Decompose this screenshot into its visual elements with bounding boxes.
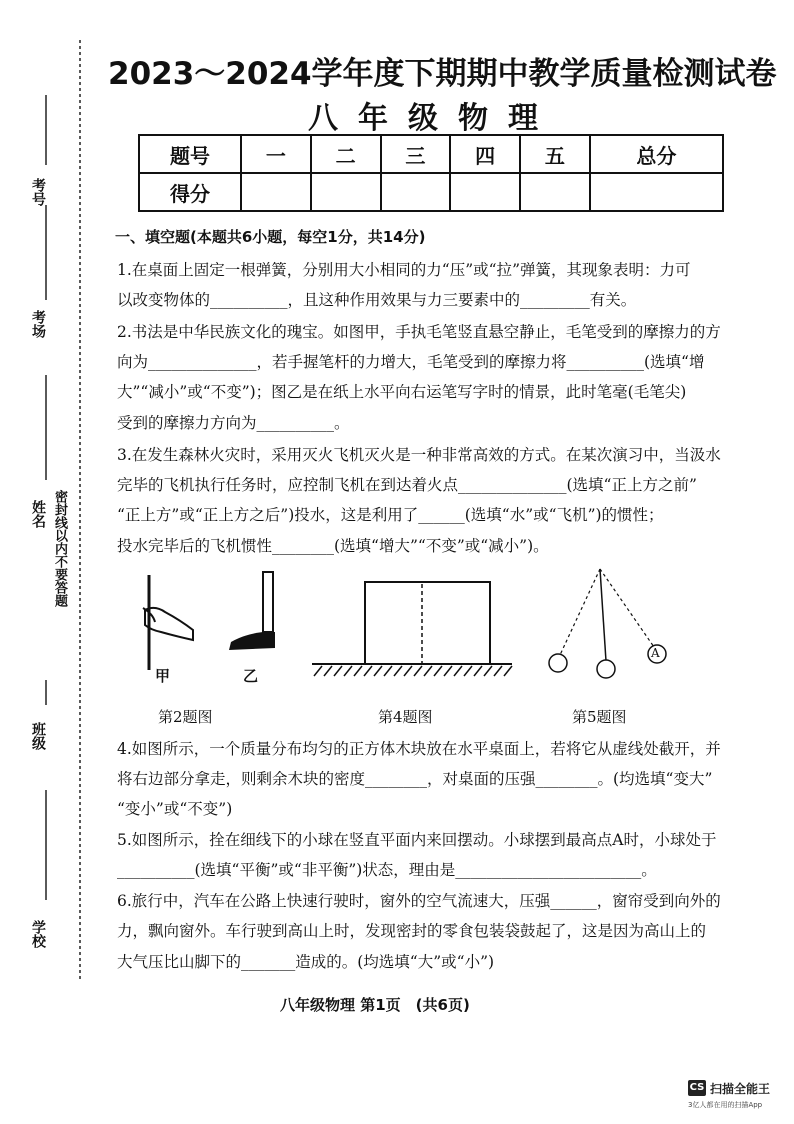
score-cell: 三 [381, 135, 451, 173]
question-line: 4.如图所示，一个质量分布均匀的正方体木块放在水平桌面上，若将它从虚线处截开，并 [117, 740, 721, 758]
score-input-cell[interactable] [520, 173, 590, 211]
score-cell: 五 [520, 135, 590, 173]
question-line: 6.旅行中，汽车在公路上快速行驶时，窗外的空气流速大，压强______，窗帘受到向外的 [117, 892, 721, 910]
question-line: 大”“减小”或“不变”)；图乙是在纸上水平向右运笔写字时的情景，此时笔毫(毛笔尖) [117, 383, 687, 401]
score-cell: 总分 [590, 135, 723, 173]
question-line: 以改变物体的__________，且这种作用效果与力三要素中的_________有关。 [117, 291, 637, 309]
question-line: 2.书法是中华民族文化的瑰宝。如图甲，手执毛笔竖直悬空静止，毛笔受到的摩擦力的方 [117, 323, 721, 341]
seal-notice: 密封线以内不要答题 [52, 490, 67, 607]
question-line: 3.在发生森林火灾时，采用灭火飞机灭火是一种非常高效的方式。在某次演习中，当汲水 [117, 446, 721, 464]
score-cell: 二 [311, 135, 381, 173]
score-input-cell[interactable] [311, 173, 381, 211]
scanner-tagline: 3亿人都在用的扫描App [688, 1101, 763, 1109]
question-line: 力，飘向窗外。车行驶到高山上时，发现密封的零食包装袋鼓起了，这是因为高山上的 [117, 922, 707, 940]
question-line: 向为______________，若手握笔杆的力增大，毛笔受到的摩擦力将__________(选填“增 [117, 353, 705, 371]
exam-subtitle: 八年级物理 [308, 101, 558, 136]
figure-caption: 第2题图 [158, 708, 213, 726]
block-figure [310, 578, 515, 683]
figure-caption: 第5题图 [572, 708, 627, 726]
question-line: 受到的摩擦力方向为__________。 [117, 414, 350, 432]
score-input-cell[interactable] [450, 173, 520, 211]
score-input-cell[interactable] [381, 173, 451, 211]
score-input-cell[interactable] [590, 173, 723, 211]
question-line: 完毕的飞机执行任务时，应控制飞机在到达着火点______________(选填“正上方之前” [117, 476, 697, 494]
question-line: __________(选填“平衡”或“非平衡”)状态，理由是________________________。 [117, 861, 657, 879]
figure-label-jia: 甲 [155, 667, 171, 685]
pendulum-figure [540, 565, 670, 680]
score-cell: 得分 [139, 173, 241, 211]
class-label: 班级 [30, 722, 46, 750]
section-heading: 一、填空题(本题共6小题，每空1分，共14分) [115, 228, 426, 246]
question-line: “变小”或“不变”) [117, 800, 233, 818]
question-line: 投水完毕后的飞机惯性________(选填“增大”“不变”或“减小”)。 [117, 537, 549, 555]
page-footer: 八年级物理 第1页 (共6页) [280, 996, 470, 1014]
score-table [138, 134, 724, 212]
scanner-app-name: 扫描全能王 [710, 1082, 771, 1096]
figure-label-yi: 乙 [243, 667, 259, 685]
question-line: 5.如图所示，拴在细线下的小球在竖直平面内来回摆动。小球摆到最高点A时，小球处于 [117, 831, 717, 849]
brush-figure [125, 570, 285, 690]
scanner-logo-icon: CS [688, 1080, 706, 1096]
score-cell: 四 [450, 135, 520, 173]
question-line: 大气压比山脚下的_______造成的。(均选填“大”或“小”) [117, 953, 495, 971]
score-cell: 题号 [139, 135, 241, 173]
question-line: 1.在桌面上固定一根弹簧，分别用大小相同的力“压”或“拉”弹簧，其现象表明：力可 [117, 261, 691, 279]
score-cell: 一 [241, 135, 311, 173]
point-a-label: A [651, 646, 660, 660]
school-label: 学校 [30, 920, 46, 948]
exam-number-label: 考号 [30, 178, 46, 206]
exam-room-label: 考场 [30, 310, 46, 338]
question-line: “正上方”或“正上方之后”)投水，这是利用了______(选填“水”或“飞机”)的惯性； [117, 506, 664, 524]
score-table-score-row [139, 173, 723, 211]
figure-caption: 第4题图 [378, 708, 433, 726]
question-line: 将右边部分拿走，则剩余木块的密度________，对桌面的压强________。(均选填“变大” [117, 770, 713, 788]
score-table-header-row [139, 135, 723, 173]
exam-title: 2023～2024学年度下期期中教学质量检测试卷 [108, 56, 777, 92]
score-input-cell[interactable] [241, 173, 311, 211]
name-label: 姓名 [30, 500, 46, 528]
